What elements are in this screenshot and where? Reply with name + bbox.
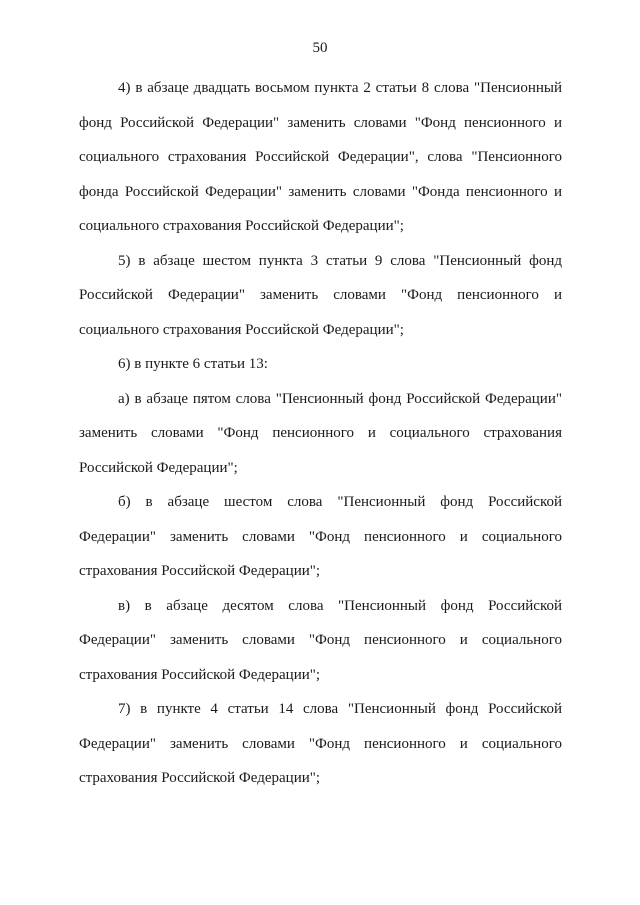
- paragraph-item-7: 7) в пункте 4 статьи 14 слова "Пенсионный фонд Российской Федерации" заменить словами "Фонд пенсионного и социального страхования Российской Федерации";: [79, 701, 562, 786]
- paragraph-subitem-a: а) в абзаце пятом слова "Пенсионный фонд Российской Федерации" заменить словами "Фонд пенсионного и социального страхования Российской Федерации";: [79, 390, 562, 476]
- paragraph-item-4: 4) в абзаце двадцать восьмом пункта 2 статьи 8 слова "Пенсионный фонд Российской Федерации" заменить словами "Фонд пенсионного и социального страхования Российской Федерации", слова "Пенсионного фонда Российской Федерации" заменить словами "Фонда пенсионного и социального страхования Российской Федерации";: [79, 80, 562, 234]
- paragraph-subitem-v: в) в абзаце десятом слова "Пенсионный фонд Российской Федерации" заменить словами "Фонд пенсионного и социального страхования Российской Федерации";: [79, 597, 562, 683]
- paragraph-subitem-b: б) в абзаце шестом слова "Пенсионный фонд Российской Федерации" заменить словами "Фонд пенсионного и социального страхования Российской Федерации";: [79, 494, 562, 579]
- document-body: [79, 71, 562, 796]
- paragraph-item-5: 5) в абзаце шестом пункта 3 статьи 9 слова "Пенсионный фонд Российской Федерации" заменить словами "Фонд пенсионного и социального страхования Российской Федерации";: [79, 252, 562, 338]
- paragraph-item-6: 6) в пункте 6 статьи 13:: [118, 356, 268, 372]
- page-number: 50: [312, 40, 328, 56]
